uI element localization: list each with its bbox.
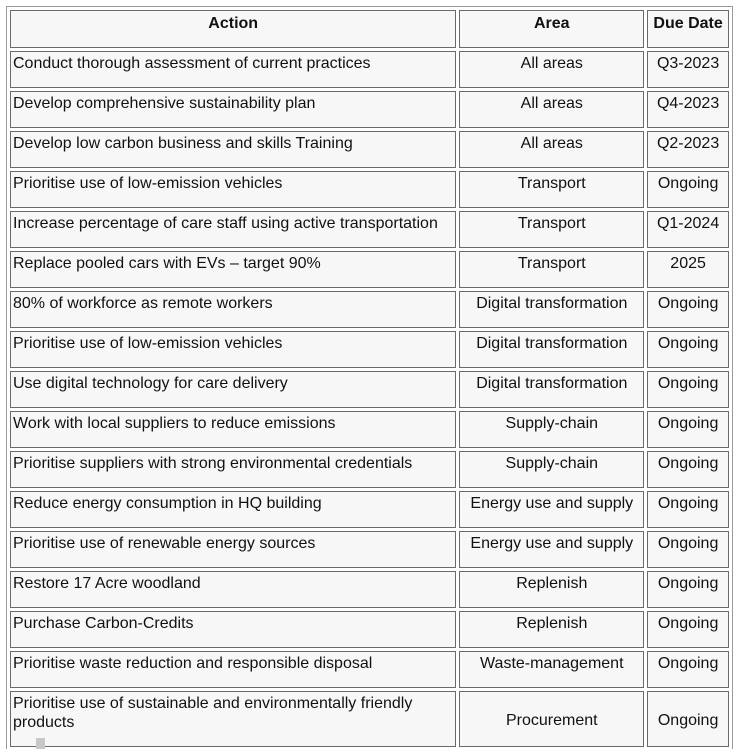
area-cell: Replenish [459, 571, 644, 608]
due-date-cell: Ongoing [647, 171, 729, 208]
action-plan-table [7, 7, 732, 749]
table-row [10, 651, 729, 688]
table-row [10, 691, 729, 747]
due-date-cell: 2025 [647, 251, 729, 288]
header-area: Area [459, 10, 644, 48]
due-date-cell: Ongoing [647, 611, 729, 648]
action-cell: Restore 17 Acre woodland [10, 571, 456, 608]
action-cell: 80% of workforce as remote workers [10, 291, 456, 328]
area-cell: Procurement [459, 691, 644, 747]
table-row [10, 411, 729, 448]
table-row [10, 51, 729, 88]
due-date-cell: Ongoing [647, 331, 729, 368]
action-cell: Prioritise use of low-emission vehicles [10, 171, 456, 208]
area-cell: Energy use and supply [459, 531, 644, 568]
area-cell: All areas [459, 91, 644, 128]
area-cell: Supply-chain [459, 451, 644, 488]
area-cell: Supply-chain [459, 411, 644, 448]
area-cell: Transport [459, 251, 644, 288]
scrollbar-stub[interactable] [36, 738, 45, 749]
action-cell: Use digital technology for care delivery [10, 371, 456, 408]
area-cell: Transport [459, 211, 644, 248]
table-row [10, 371, 729, 408]
due-date-cell: Ongoing [647, 691, 729, 747]
action-cell: Replace pooled cars with EVs – target 90% [10, 251, 456, 288]
due-date-cell: Ongoing [647, 651, 729, 688]
action-cell: Purchase Carbon-Credits [10, 611, 456, 648]
due-date-cell: Q1-2024 [647, 211, 729, 248]
area-cell: Waste-management [459, 651, 644, 688]
due-date-cell: Ongoing [647, 411, 729, 448]
action-cell: Prioritise use of renewable energy sources [10, 531, 456, 568]
action-cell: Prioritise waste reduction and responsible disposal [10, 651, 456, 688]
area-cell: Replenish [459, 611, 644, 648]
area-cell: All areas [459, 131, 644, 168]
due-date-cell: Ongoing [647, 491, 729, 528]
action-cell: Increase percentage of care staff using active transportation [10, 211, 456, 248]
due-date-cell: Ongoing [647, 571, 729, 608]
due-date-cell: Ongoing [647, 291, 729, 328]
action-cell: Reduce energy consumption in HQ building [10, 491, 456, 528]
action-cell: Develop low carbon business and skills Training [10, 131, 456, 168]
table-row [10, 531, 729, 568]
table-row [10, 251, 729, 288]
table-row [10, 291, 729, 328]
header-action: Action [10, 10, 456, 48]
table-row [10, 131, 729, 168]
action-cell: Conduct thorough assessment of current practices [10, 51, 456, 88]
table-row [10, 611, 729, 648]
table-row [10, 571, 729, 608]
action-cell: Prioritise use of sustainable and environmentally friendly products [10, 691, 456, 747]
due-date-cell: Ongoing [647, 371, 729, 408]
area-cell: Digital transformation [459, 291, 644, 328]
due-date-cell: Ongoing [647, 451, 729, 488]
table-row [10, 91, 729, 128]
header-due-date: Due Date [647, 10, 729, 48]
table-row [10, 491, 729, 528]
area-cell: Digital transformation [459, 371, 644, 408]
due-date-cell: Q4-2023 [647, 91, 729, 128]
action-cell: Prioritise use of low-emission vehicles [10, 331, 456, 368]
action-cell: Develop comprehensive sustainability plan [10, 91, 456, 128]
action-plan-table-container [6, 6, 733, 749]
due-date-cell: Q3-2023 [647, 51, 729, 88]
table-row [10, 211, 729, 248]
area-cell: All areas [459, 51, 644, 88]
table-header-row [10, 10, 729, 48]
action-cell: Work with local suppliers to reduce emissions [10, 411, 456, 448]
due-date-cell: Q2-2023 [647, 131, 729, 168]
area-cell: Digital transformation [459, 331, 644, 368]
table-row [10, 451, 729, 488]
area-cell: Transport [459, 171, 644, 208]
action-cell: Prioritise suppliers with strong environmental credentials [10, 451, 456, 488]
area-cell: Energy use and supply [459, 491, 644, 528]
due-date-cell: Ongoing [647, 531, 729, 568]
table-row [10, 171, 729, 208]
table-row [10, 331, 729, 368]
